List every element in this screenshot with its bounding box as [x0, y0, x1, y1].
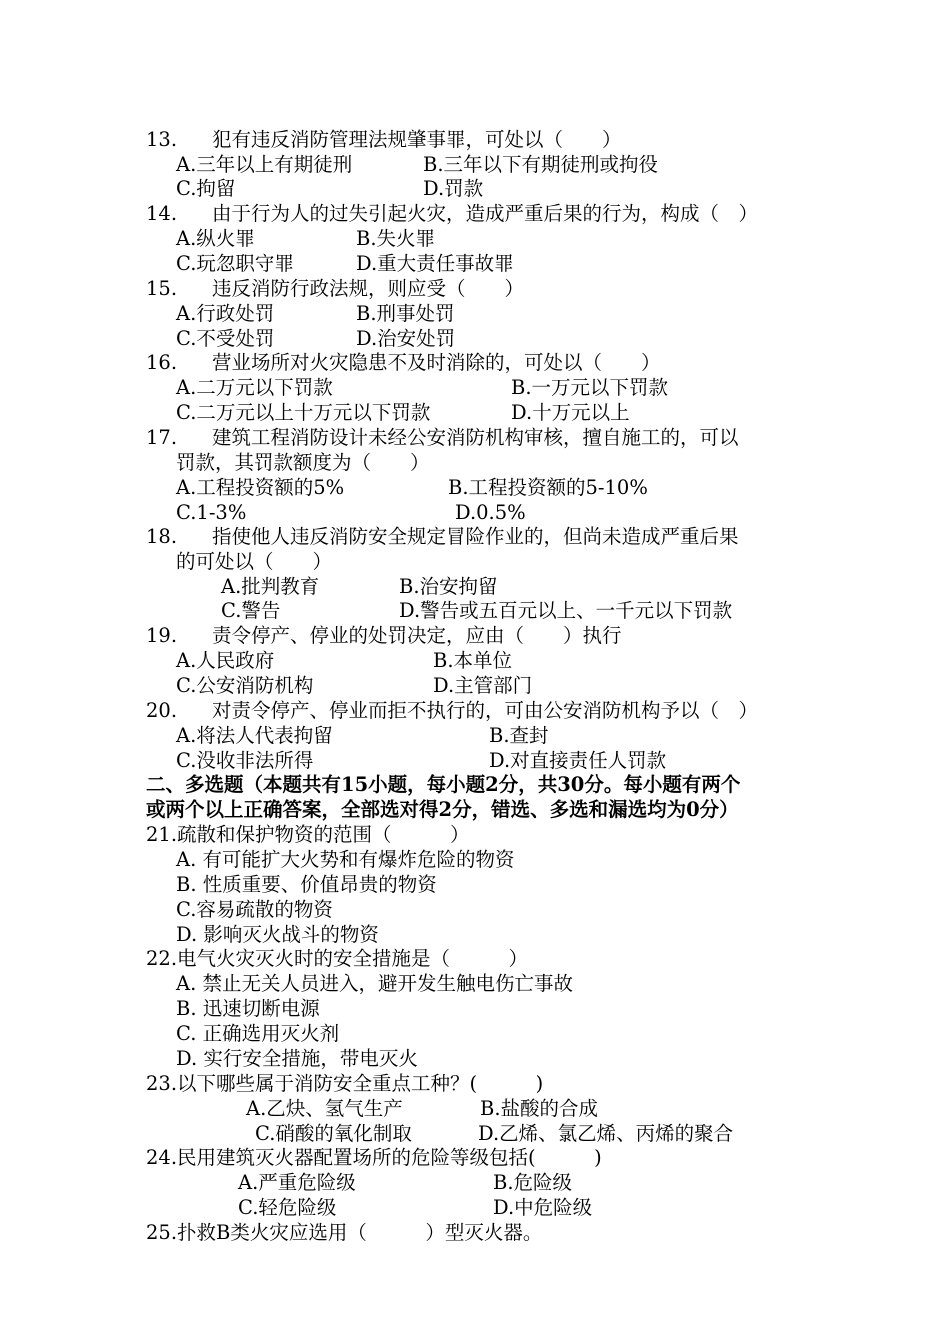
option-b: B. 迅速切断电源 [176, 997, 320, 1020]
option-d: D. 影响灭火战斗的物资 [176, 923, 379, 946]
question-number: 14. [146, 202, 178, 225]
option-c: C.硝酸的氧化制取 [255, 1122, 412, 1145]
question-number: 17. [146, 426, 178, 449]
option-d: D. 实行安全措施，带电灭火 [176, 1047, 418, 1070]
question-text: 违反消防行政法规，则应受（ ） [212, 277, 525, 300]
question-text: 22.电气火灾灭火时的安全措施是（ ） [146, 947, 529, 970]
question-text: 指使他人违反消防安全规定冒险作业的，但尚未造成严重后果 [212, 525, 739, 548]
option-a: A.二万元以下罚款 [176, 376, 333, 399]
question-text: 营业场所对火灾隐患不及时消除的，可处以（ ） [212, 351, 661, 374]
option-b: B.三年以下有期徒刑或拘役 [423, 153, 659, 176]
question-number: 13. [146, 128, 178, 151]
option-a: A.严重危险级 [238, 1171, 356, 1194]
question-text: 犯有违反消防管理法规肇事罪，可处以（ ） [212, 128, 622, 151]
option-d: D.治安处罚 [356, 327, 456, 350]
section-heading-line1: 二、多选题（本题共有15小题，每小题2分，共30分。每小题有两个 [146, 773, 741, 796]
question-text: 对责令停产、停业而拒不执行的，可由公安消防机构予以（ ） [212, 699, 759, 722]
question-text: 24.民用建筑灭火器配置场所的危险等级包括( ) [146, 1146, 602, 1169]
option-a: A.将法人代表拘留 [176, 724, 333, 747]
question-number: 16. [146, 351, 178, 374]
option-c: C.公安消防机构 [176, 674, 314, 697]
option-a: A.乙炔、氢气生产 [246, 1097, 403, 1120]
option-b: B.一万元以下罚款 [511, 376, 669, 399]
option-a: A.行政处罚 [176, 302, 275, 325]
option-b: B.查封 [489, 724, 549, 747]
question-text: 建筑工程消防设计未经公安消防机构审核，擅自施工的，可以 [212, 426, 739, 449]
option-b: B.失火罪 [356, 227, 436, 250]
option-d: D.十万元以上 [511, 401, 630, 424]
option-d: D.警告或五百元以上、一千元以下罚款 [399, 599, 733, 622]
option-b: B.治安拘留 [399, 575, 498, 598]
option-d: D.0.5% [455, 501, 526, 524]
option-a: A. 禁止无关人员进入，避开发生触电伤亡事故 [176, 972, 573, 995]
option-d: D.重大责任事故罪 [356, 252, 514, 275]
question-number: 18. [146, 525, 178, 548]
option-c: C.不受处罚 [176, 327, 275, 350]
option-b: B.危险级 [493, 1171, 573, 1194]
question-text: 23.以下哪些属于消防安全重点工种？( ) [146, 1072, 544, 1095]
option-c: C.拘留 [176, 177, 236, 200]
question-text: 责令停产、停业的处罚决定，应由（ ）执行 [212, 624, 622, 647]
option-d: D.罚款 [423, 177, 484, 200]
option-c: C.轻危险级 [238, 1196, 337, 1219]
option-c: C.1-3% [176, 501, 247, 524]
option-b: B.本单位 [433, 649, 513, 672]
option-b: B.刑事处罚 [356, 302, 455, 325]
question-number: 15. [146, 277, 178, 300]
option-a: A.三年以上有期徒刑 [176, 153, 353, 176]
option-c: C.容易疏散的物资 [176, 898, 333, 921]
question-number: 19. [146, 624, 178, 647]
question-text: 由于行为人的过失引起火灾，造成严重后果的行为，构成（ ） [212, 202, 759, 225]
option-c: C.没收非法所得 [176, 749, 314, 772]
option-a: A.纵火罪 [176, 227, 255, 250]
option-b: B.盐酸的合成 [480, 1097, 599, 1120]
option-b: B. 性质重要、价值昂贵的物资 [176, 873, 437, 896]
section-heading-line2: 或两个以上正确答案，全部选对得2分，错选、多选和漏选均为0分） [146, 798, 739, 821]
option-c: C. 正确选用灭火剂 [176, 1022, 340, 1045]
option-a: A. 有可能扩大火势和有爆炸危险的物资 [176, 848, 515, 871]
option-a: A.工程投资额的5% [176, 476, 345, 499]
option-d: D.中危险级 [493, 1196, 593, 1219]
option-a: A.人民政府 [176, 649, 275, 672]
option-d: D.对直接责任人罚款 [489, 749, 667, 772]
option-a: A.批判教育 [221, 575, 320, 598]
option-c: C.二万元以上十万元以下罚款 [176, 401, 431, 424]
option-c: C.警告 [221, 599, 281, 622]
option-d: D.乙烯、氯乙烯、丙烯的聚合 [478, 1122, 734, 1145]
option-c: C.玩忽职守罪 [176, 252, 294, 275]
question-text-line2: 罚款，其罚款额度为（ ） [176, 451, 430, 474]
question-text: 21.疏散和保护物资的范围（ ） [146, 823, 470, 846]
question-text-line2: 的可处以（ ） [176, 550, 333, 573]
option-d: D.主管部门 [433, 674, 533, 697]
option-b: B.工程投资额的5-10% [448, 476, 648, 499]
question-text: 25.扑救B类火灾应选用（ ）型灭火器。 [146, 1221, 543, 1244]
question-number: 20. [146, 699, 178, 722]
